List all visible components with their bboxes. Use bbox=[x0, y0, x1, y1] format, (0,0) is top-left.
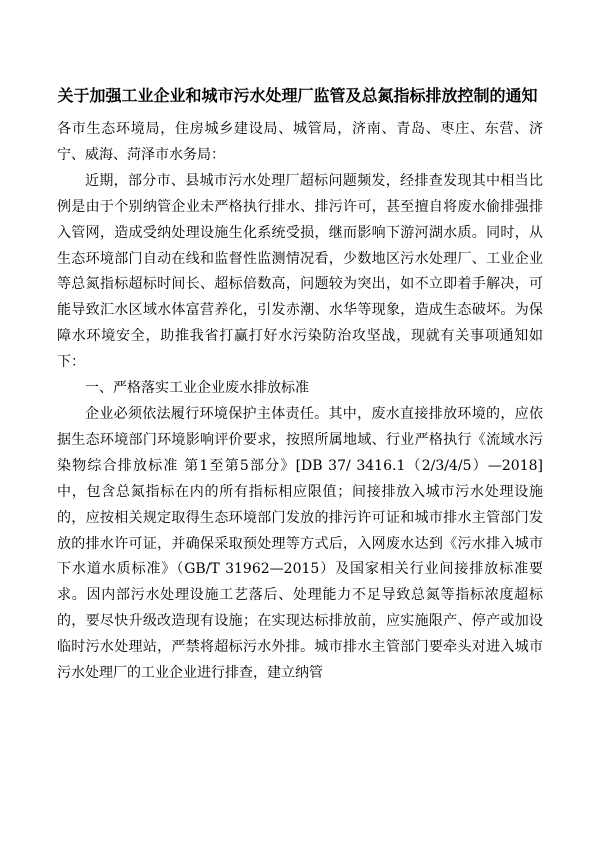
intro-paragraph: 近期，部分市、县城市污水处理厂超标问题频发，经排查发现其中相当比例是由于个别纳管企业未严格执行排水、排污许可，甚至擅自将废水偷排强排入管网，造成受纳处理设施生化系统受损，继而影响下游河湖水质。同时，从生态环境部门自动在线和监督性监测情况看，少数地区污水处理厂、工业企业等总氮指标超标时间长、超标倍数高，问题较为突出，如不立即着手解决，可能导致汇水区域水体富营养化，引发赤潮、水华等现象，造成生态破坏。为保障水环境安全，助推我省打赢打好水污染防治攻坚战，现就有关事项通知如下： bbox=[57, 172, 543, 371]
document-body bbox=[57, 117, 543, 687]
section-heading: 一、严格落实工业企业废水排放标准 bbox=[85, 380, 309, 397]
document-title: 关于加强工业企业和城市污水处理厂监管及总氮指标排放控制的通知 bbox=[57, 86, 538, 105]
section-paragraph: 企业必须依法履行环境保护主体责任。其中，废水直接排放环境的，应依据生态环境部门环境影响评价要求，按照所属地域、行业严格执行《流域水污染物综合排放标准 第1至第5部分》[DB 37/ 3416.1（2/3/4/5）—2018]中，包含总氮指标在内的所有指标相应限值；间接排放入城市污水处理设施的，应按相关规定取得生态环境部门发放的排污许可证和城市排水主管部门发放的排水许可证，并确保采取预处理等方式后，入网废水达到《污水排入城市下水道水质标准》（GB/T 31962—2015）及国家相关行业间接排放标准要求。因内部污水处理设施工艺落后、处理能力不足导致总氮等指标浓度超标的，要尽快升级改造现有设施；在实现达标排放前，应实施限产、停产或加设临时污水处理站，严禁将超标污水外排。城市排水主管部门要牵头对进入城市污水处理厂的工业企业进行排查，建立纳管 bbox=[57, 405, 543, 682]
addressee-line: 各市生态环境局，住房城乡建设局、城管局，济南、青岛、枣庄、东营、济宁、威海、菏泽市水务局： bbox=[57, 121, 543, 163]
